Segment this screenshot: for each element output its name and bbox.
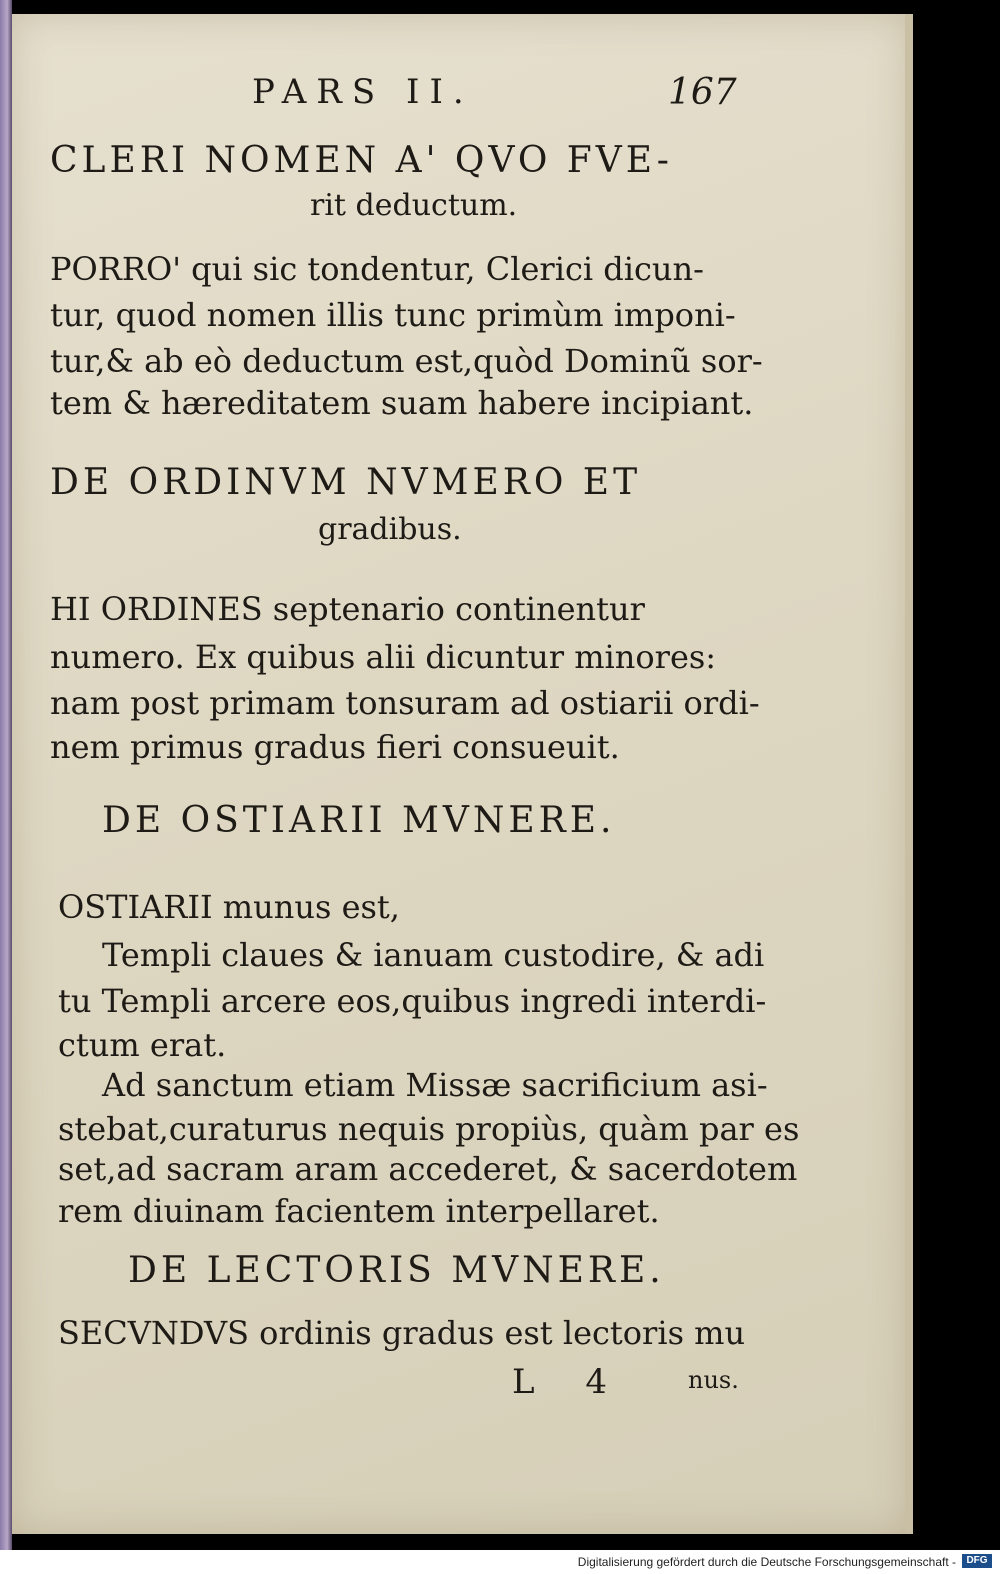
- text-line: nem primus gradus fieri consueuit.: [50, 728, 620, 766]
- page-edge: [905, 14, 913, 1534]
- text-line: stebat,curaturus nequis propiùs, quàm par es: [58, 1110, 800, 1148]
- dfg-logo: DFG: [962, 1554, 992, 1568]
- book-spine-edge: [0, 0, 12, 1574]
- text-line: tem & hæreditatem suam habere incipiant.: [50, 384, 754, 422]
- running-head: PARS II.: [252, 72, 474, 112]
- section-heading: DE OSTIARII MVNERE.: [102, 800, 616, 841]
- text-line: set,ad sacram aram accederet, & sacerdotem: [58, 1150, 798, 1188]
- text-line: ctum erat.: [58, 1026, 227, 1064]
- page-number: 167: [668, 72, 737, 113]
- section-heading: DE LECTORIS MVNERE.: [128, 1250, 665, 1291]
- section-heading: DE ORDINVM NVMERO ET: [50, 462, 642, 503]
- text-line: SECVNDVS ordinis gradus est lectoris mu: [58, 1314, 746, 1352]
- text-line: rem diuinam facientem interpellaret.: [58, 1192, 660, 1230]
- text-line: tur, quod nomen illis tunc primùm imponi-: [50, 296, 736, 334]
- text-line: tu Templi arcere eos,quibus ingredi interdi-: [58, 982, 767, 1020]
- text-line: OSTIARII munus est,: [58, 888, 400, 926]
- signature-mark: L 4: [512, 1362, 628, 1402]
- text-line: nam post primam tonsuram ad ostiarii ordi-: [50, 684, 760, 722]
- catchword: nus.: [688, 1366, 739, 1394]
- digitization-note: Digitalisierung gefördert durch die Deutsche Forschungsgemeinschaft -: [577, 1555, 956, 1569]
- text-line: Ad sanctum etiam Missæ sacrificium asi-: [102, 1066, 768, 1104]
- section-heading: CLERI NOMEN A' QVO FVE-: [50, 140, 673, 181]
- text-line: tur,& ab eò deductum est,quòd Dominũ sor-: [50, 342, 763, 380]
- section-heading-cont: rit deductum.: [310, 188, 518, 223]
- text-line: HI ORDINES septenario continentur: [50, 590, 645, 628]
- book-page: [12, 14, 908, 1534]
- text-line: Templi claues & ianuam custodire, & adi: [102, 936, 765, 974]
- section-heading-cont: gradibus.: [318, 512, 462, 547]
- text-line: PORRO' qui sic tondentur, Clerici dicun-: [50, 250, 704, 288]
- text-line: numero. Ex quibus alii dicuntur minores:: [50, 638, 717, 676]
